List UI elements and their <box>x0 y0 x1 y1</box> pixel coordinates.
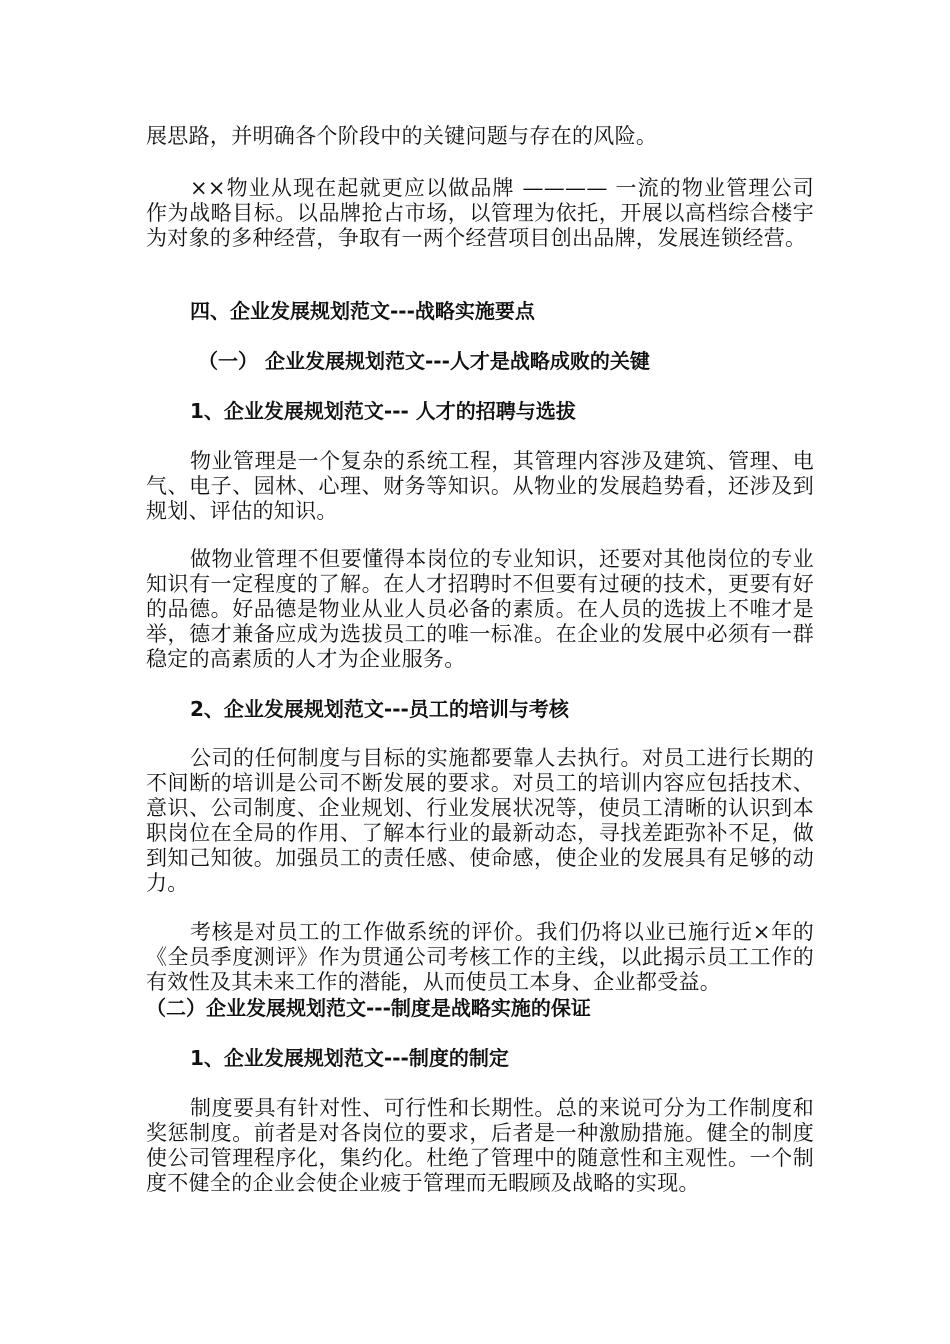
paragraph-assessment: 考核是对员工的工作做系统的评价。我们仍将以业已施行近×年的《全员季度测评》作为贯通公司考核工作的主线，以此揭示员工工作的有效性及其未来工作的潜能，从而使员工本身、企业都受益。 <box>146 920 814 994</box>
item-heading-talent-recruitment: 1、企业发展规划范文--- 人才的招聘与选拔 <box>190 399 576 423</box>
paragraph-brand-strategy: ××物业从现在起就更应以做品牌 ———— 一流的物业管理公司作为战略目标。以品牌抢占市场，以管理为依托，开展以高档综合楼宇为对象的多种经营，争取有一两个经营项目创出品牌，发展连锁经营。 <box>146 176 814 250</box>
paragraph-continued: 展思路，并明确各个阶段中的关键问题与存在的风险。 <box>146 124 658 148</box>
paragraph-system: 制度要具有针对性、可行性和长期性。总的来说可分为工作制度和奖惩制度。前者是对各岗位的要求，后者是一种激励措施。健全的制度使公司管理程序化，集约化。杜绝了管理中的随意性和主观性。一个制度不健全的企业会使企业疲于管理而无暇顾及战略的实现。 <box>146 1096 814 1195</box>
section-heading-4: 四、企业发展规划范文---战略实施要点 <box>190 299 535 323</box>
paragraph-training: 公司的任何制度与目标的实施都要靠人去执行。对员工进行长期的不间断的培训是公司不断发展的要求。对员工的培训内容应包括技术、意识、公司制度、企业规划、行业发展状况等，使员工清晰的认识到本职岗位在全局的作用、了解本行业的最新动态，寻找差距弥补不足，做到知己知彼。加强员工的责任感、使命感，使企业的发展具有足够的动力。 <box>146 746 814 895</box>
subsection-heading-2: （二）企业发展规划范文---制度是战略实施的保证 <box>146 996 591 1020</box>
item-heading-system-formulation: 1、企业发展规划范文---制度的制定 <box>190 1046 509 1070</box>
paragraph-property-management: 物业管理是一个复杂的系统工程，其管理内容涉及建筑、管理、电气、电子、园林、心理、财务等知识。从物业的发展趋势看，还涉及到规划、评估的知识。 <box>146 449 814 523</box>
paragraph-knowledge-requirements: 做物业管理不但要懂得本岗位的专业知识，还要对其他岗位的专业知识有一定程度的了解。在人才招聘时不但要有过硬的技术，更要有好的品德。好品德是物业从业人员必备的素质。在人员的选拔上不唯才是举，德才兼备应成为选拔员工的唯一标准。在企业的发展中必须有一群稳定的高素质的人才为企业服务。 <box>146 547 814 671</box>
subsection-heading-1: （一） 企业发展规划范文---人才是战略成败的关键 <box>198 349 650 373</box>
item-heading-training-assessment: 2、企业发展规划范文---员工的培训与考核 <box>190 697 569 721</box>
